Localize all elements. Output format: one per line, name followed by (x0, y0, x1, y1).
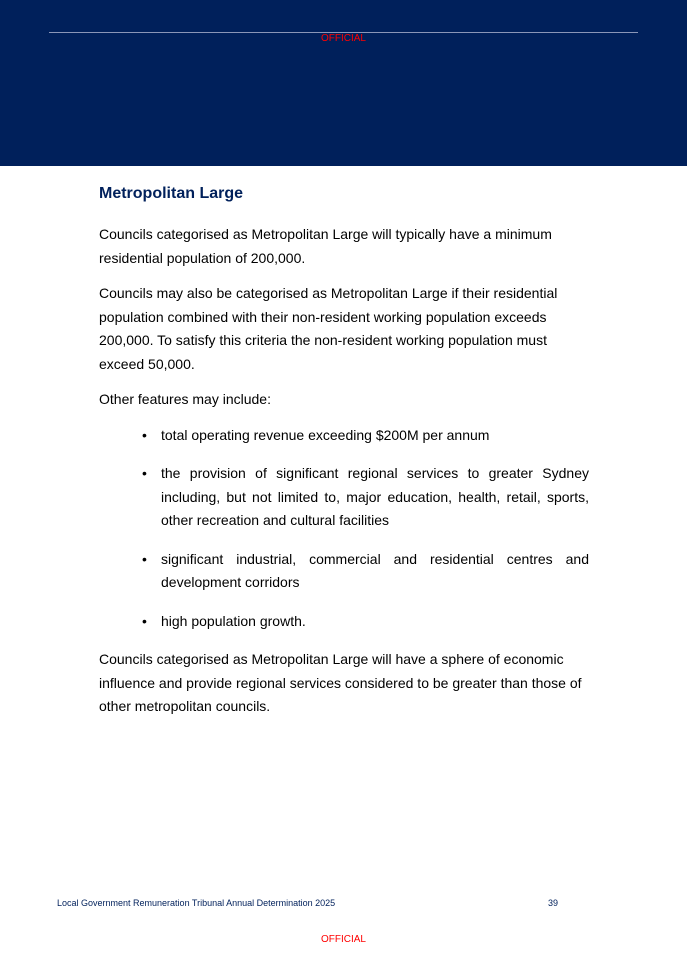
list-item-text: high population growth. (161, 612, 306, 629)
bullet-icon: • (142, 465, 147, 481)
classification-marking-top: OFFICIAL (320, 33, 366, 44)
bullet-icon: • (142, 612, 147, 629)
header-band (0, 0, 687, 166)
footer-title: Local Government Remuneration Tribunal Annual Determination 2025 (57, 898, 336, 908)
main-content (99, 184, 589, 731)
list-item (99, 548, 589, 595)
bullet-icon: • (142, 426, 147, 443)
bullet-icon: • (142, 550, 147, 567)
list-item (99, 462, 589, 533)
page-number: 39 (548, 898, 559, 908)
list-item (99, 424, 589, 448)
paragraph-non-resident-criteria: Councils may also be categorised as Metropolitan Large if their residential population combined with their non-resident working population exceeds 200,000. To satisfy this criteria the non-resident working population must exceed 50,000. (99, 285, 558, 372)
list-item-text: significant industrial, commercial and residential centres and development corridors (161, 550, 589, 590)
classification-marking-bottom: OFFICIAL (320, 934, 366, 945)
list-item-text: total operating revenue exceeding $200M per annum (161, 426, 490, 443)
list-item-text: the provision of significant regional services to greater Sydney including, but not limited to, major education, health, retail, sports, other recreation and cultural facilities (161, 465, 589, 528)
list-item (99, 610, 589, 634)
section-heading: Metropolitan Large (99, 185, 244, 202)
features-list (99, 424, 589, 634)
paragraph-other-features-intro: Other features may include: (99, 391, 271, 407)
paragraph-closing: Councils categorised as Metropolitan Large will have a sphere of economic influence and provide regional services considered to be greater than those of other metropolitan councils. (99, 651, 582, 714)
paragraph-minimum-population: Councils categorised as Metropolitan Large will typically have a minimum residential population of 200,000. (99, 226, 552, 266)
